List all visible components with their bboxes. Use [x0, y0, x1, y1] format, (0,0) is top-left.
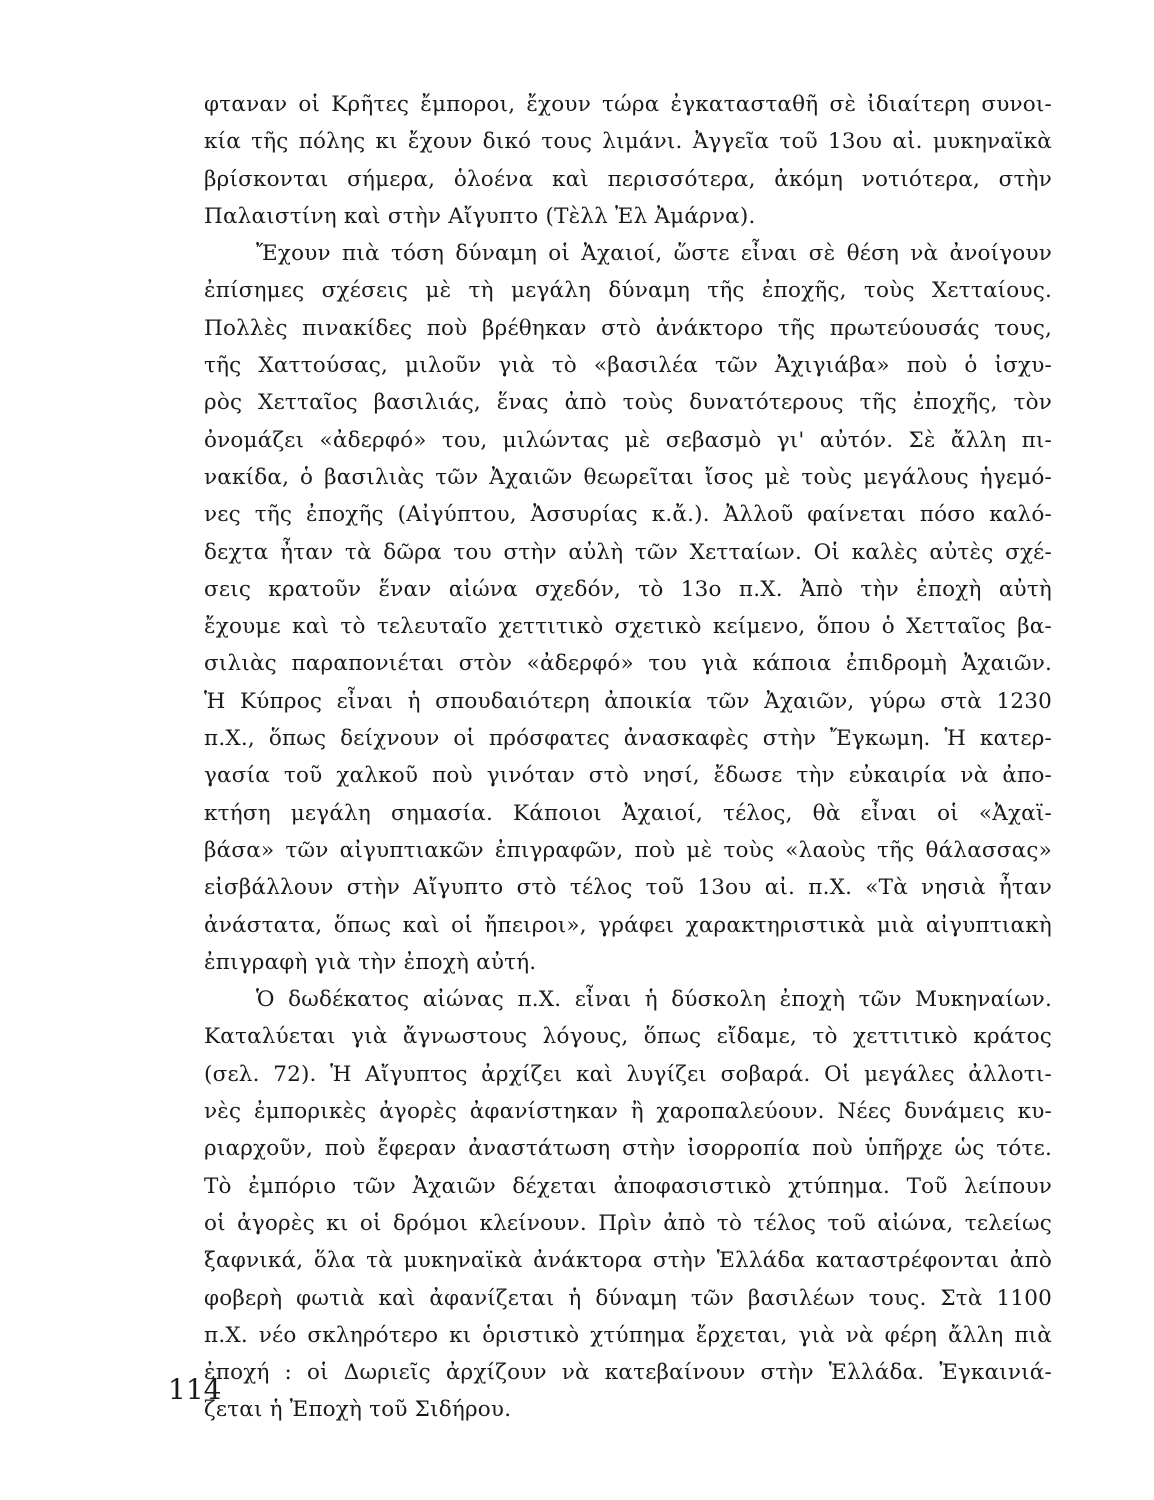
text-line: ζεται ἡ Ἐποχὴ τοῦ Σιδήρου.	[204, 1397, 512, 1423]
text-line: Τὸ ἐμπόριο τῶν Ἀχαιῶν δέχεται ἀποφασιστικὸ χτύπημα. Τοῦ λείπουν	[204, 1173, 1052, 1199]
text-line: Ἡ Κύπρος εἶναι ἡ σπουδαιότερη ἀποικία τῶν Ἀχαιῶν, γύρω στὰ 1230	[204, 688, 1052, 714]
text-line: ὀνομάζει «ἀδερφό» του, μιλώντας μὲ σεβασμὸ γι' αὐτόν. Σὲ ἄλλη πι-	[204, 427, 1052, 453]
text-line: ἐπιγραφὴ γιὰ τὴν ἐποχὴ αὐτή.	[204, 949, 537, 975]
text-line: βρίσκονται σήμερα, ὁλοένα καὶ περισσότερα, ἀκόμη νοτιότερα, στὴν	[204, 166, 1052, 192]
text-line: ἐποχή : οἱ Δωριεῖς ἀρχίζουν νὰ κατεβαίνουν στὴν Ἑλλάδα. Ἐγκαινιά-	[204, 1360, 1052, 1386]
text-line: βάσα» τῶν αἰγυπτιακῶν ἐπιγραφῶν, ποὺ μὲ τοὺς «λαοὺς τῆς θάλασσας»	[204, 837, 1052, 863]
text-line: τῆς Χαττούσας, μιλοῦν γιὰ τὸ «βασιλέα τῶν Ἀχιγιάβα» ποὺ ὁ ἰσχυ-	[204, 353, 1052, 379]
text-line: ἔχουμε καὶ τὸ τελευταῖο χεττιτικὸ σχετικὸ κείμενο, ὅπου ὁ Χετταῖος βα-	[204, 614, 1052, 640]
text-line: οἱ ἀγορὲς κι οἱ δρόμοι κλείνουν. Πρὶν ἀπὸ τὸ τέλος τοῦ αἰώνα, τελείως	[204, 1210, 1052, 1236]
text-line: ἐπίσημες σχέσεις μὲ τὴ μεγάλη δύναμη τῆς ἐποχῆς, τοὺς Χετταίους.	[204, 278, 1052, 304]
text-line: φοβερὴ φωτιὰ καὶ ἀφανίζεται ἡ δύναμη τῶν βασιλέων τους. Στὰ 1100	[204, 1285, 1052, 1311]
text-line: ρὸς Χετταῖος βασιλιάς, ἕνας ἀπὸ τοὺς δυνατότερους τῆς ἐποχῆς, τὸν	[204, 390, 1052, 416]
body-text	[204, 86, 1052, 1429]
text-line: σεις κρατοῦν ἕναν αἰώνα σχεδόν, τὸ 13ο π.Χ. Ἀπὸ τὴν ἐποχὴ αὐτὴ	[204, 576, 1052, 602]
text-line: νὲς ἐμπορικὲς ἀγορὲς ἀφανίστηκαν ἢ χαροπαλεύουν. Νέες δυνάμεις κυ-	[204, 1099, 1052, 1125]
text-line: κία τῆς πόλης κι ἔχουν δικό τους λιμάνι. Ἀγγεῖα τοῦ 13ου αἰ. μυκηναϊκὰ	[204, 129, 1052, 155]
text-line: ἀνάστατα, ὅπως καὶ οἱ ἤπειροι», γράφει χαρακτηριστικὰ μιὰ αἰγυπτιακὴ	[204, 912, 1052, 938]
page-number: 114	[168, 1373, 222, 1406]
text-line: νακίδα, ὁ βασιλιὰς τῶν Ἀχαιῶν θεωρεῖται ἴσος μὲ τοὺς μεγάλους ἡγεμό-	[204, 464, 1052, 490]
text-line: εἰσβάλλουν στὴν Αἴγυπτο στὸ τέλος τοῦ 13ου αἰ. π.Χ. «Τὰ νησιὰ ἦταν	[204, 875, 1052, 901]
text-line: σιλιὰς παραπονιέται στὸν «ἀδερφό» του γιὰ κάποια ἐπιδρομὴ Ἀχαιῶν.	[204, 651, 1052, 677]
text-line: ριαρχοῦν, ποὺ ἔφεραν ἀναστάτωση στὴν ἰσορροπία ποὺ ὑπῆρχε ὡς τότε.	[204, 1136, 1052, 1162]
paragraph-start-line: Ἔχουν πιὰ τόση δύναμη οἱ Ἀχαιοί, ὥστε εἶναι σὲ θέση νὰ ἀνοίγουν	[256, 241, 1052, 267]
text-line: π.Χ., ὅπως δείχνουν οἱ πρόσφατες ἀνασκαφὲς στὴν Ἔγκωμη. Ἡ κατερ-	[204, 726, 1052, 752]
text-line: ξαφνικά, ὅλα τὰ μυκηναϊκὰ ἀνάκτορα στὴν Ἑλλάδα καταστρέφονται ἀπὸ	[204, 1248, 1052, 1274]
text-line: π.Χ. νέο σκληρότερο κι ὁριστικὸ χτύπημα ἔρχεται, γιὰ νὰ φέρη ἄλλη πιὰ	[204, 1322, 1052, 1348]
paragraph-start-line: Ὁ δωδέκατος αἰώνας π.Χ. εἶναι ἡ δύσκολη ἐποχὴ τῶν Μυκηναίων.	[256, 987, 1052, 1013]
text-line: γασία τοῦ χαλκοῦ ποὺ γινόταν στὸ νησί, ἔδωσε τὴν εὐκαιρία νὰ ἀπο-	[204, 763, 1052, 789]
text-line: φταναν οἱ Κρῆτες ἔμποροι, ἔχουν τώρα ἐγκατασταθῆ σὲ ἰδιαίτερη συνοι-	[204, 92, 1052, 117]
text-line: Καταλύεται γιὰ ἄγνωστους λόγους, ὅπως εἴδαμε, τὸ χεττιτικὸ κράτος	[204, 1024, 1052, 1050]
text-line: κτήση μεγάλη σημασία. Κάποιοι Ἀχαιοί, τέλος, θὰ εἶναι οἱ «Ἀχαϊ-	[204, 800, 1052, 826]
text-line: νες τῆς ἐποχῆς (Αἰγύπτου, Ἀσσυρίας κ.ἄ.). Ἀλλοῦ φαίνεται πόσο καλό-	[204, 502, 1052, 528]
text-line: Παλαιστίνη καὶ στὴν Αἴγυπτο (Τὲλλ Ἐλ Ἀμάρνα).	[204, 203, 756, 229]
text-line: (σελ. 72). Ἡ Αἴγυπτος ἀρχίζει καὶ λυγίζει σοβαρά. Οἱ μεγάλες ἀλλοτι-	[204, 1061, 1052, 1087]
text-line: δεχτα ἦταν τὰ δῶρα του στὴν αὐλὴ τῶν Χετταίων. Οἱ καλὲς αὐτὲς σχέ-	[204, 539, 1052, 565]
text-line: Πολλὲς πινακίδες ποὺ βρέθηκαν στὸ ἀνάκτορο τῆς πρωτεύουσάς τους,	[204, 315, 1052, 341]
